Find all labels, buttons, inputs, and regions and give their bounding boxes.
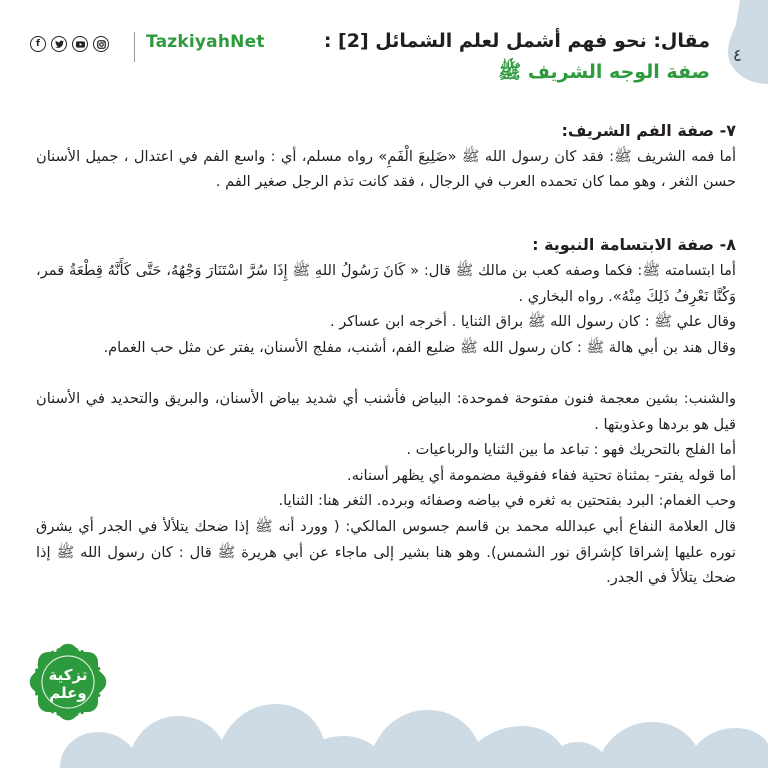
- glossary-paragraph: أما الفلج بالتحريك فهو : تباعد ما بين الثنايا والرباعيات .: [406, 441, 736, 459]
- glossary-paragraph: وحب الغمام: البرد بفتحتين به ثغره في بياضه وصفائه وبرده. الثغر هنا: الثنايا.: [278, 492, 736, 510]
- instagram-icon[interactable]: [93, 36, 109, 52]
- header: [0, 30, 768, 90]
- logo-line2: وعلم: [49, 684, 87, 702]
- brand-name[interactable]: TazkiyahNet: [146, 32, 265, 52]
- youtube-icon[interactable]: [72, 36, 88, 52]
- article-body: [36, 118, 736, 591]
- bottom-clouds: [0, 628, 768, 768]
- section-8-heading: ٨- صفة الابتسامة النبوية :: [532, 235, 736, 255]
- section-7-paragraph: أما فمه الشريف ﷺ: فقد كان رسول الله ﷺ «ضَلِيعَ الْفَمِ» رواه مسلم، أي : واسع الفم في اعتدال ، جميل الأسنان حسن الثغر ، وهو مما كان تحمده العرب في الرجال ، فقد كانت تذم الرجل صغير الفم .: [36, 147, 736, 191]
- social-links: [30, 36, 109, 52]
- section-8-paragraph: وقال هند بن أبي هالة ﷺ : كان رسول الله ﷺ ضليع الفم، أشنب، مفلج الأسنان، يفتر عن مثل حب الغمام.: [103, 338, 736, 356]
- section-8-paragraph: أما ابتسامته ﷺ: فكما وصفه كعب بن مالك ﷺ قال: « كَانَ رَسُولُ اللهِ ﷺ إِذَا سُرَّ اسْتَنَارَ وَجْهُهُ، حَتَّى كَأَنَّهُ قِطْعَةُ قمر، وَكُنَّا نَعْرِفُ ذَلِكَ مِنْهُ». رواه البخاري .: [36, 261, 736, 305]
- section-7-heading: ٧- صفة الفم الشريف:: [561, 121, 736, 140]
- glossary-paragraph: قال العلامة النفاع أبي عبدالله محمد بن قاسم جسوس المالكي: ( وورد أنه ﷺ إذا ضحك يتلألأ في الجدر أي يشرق نوره عليها إشراقا كإشراق نور الشمس). وهو هنا بشير إلى ماجاء عن أبي هريرة ﷺ قال : كان رسول الله ﷺ إذا ضحك يتلألأ في الجدر.: [36, 517, 736, 587]
- article-title: مقال: نحو فهم أشمل لعلم الشمائل [2] :: [323, 30, 710, 52]
- tazkiyah-logo: [26, 640, 110, 724]
- article-subtitle: صفة الوجه الشريف ﷺ: [498, 61, 710, 83]
- facebook-icon[interactable]: f: [30, 36, 46, 52]
- logo-line1: تزكية: [48, 666, 88, 684]
- page-number: ٤: [732, 46, 742, 66]
- twitter-icon[interactable]: [51, 36, 67, 52]
- header-divider: [134, 32, 135, 62]
- glossary-paragraph: أما قوله يفتر- بمثناة تحتية ففاء ففوقية مضمومة أي يظهر أسنانه.: [347, 466, 736, 484]
- section-8-paragraph: وقال علي ﷺ : كان رسول الله ﷺ براق الثنايا . أخرجه ابن عساكر .: [330, 313, 736, 331]
- glossary-paragraph: والشنب: بشين معجمة فنون مفتوحة فموحدة: البياض فأشنب أي شديد بياض الأسنان، والبريق والتحديد في الأسنان قيل هو بردها وعذوبتها .: [36, 389, 736, 433]
